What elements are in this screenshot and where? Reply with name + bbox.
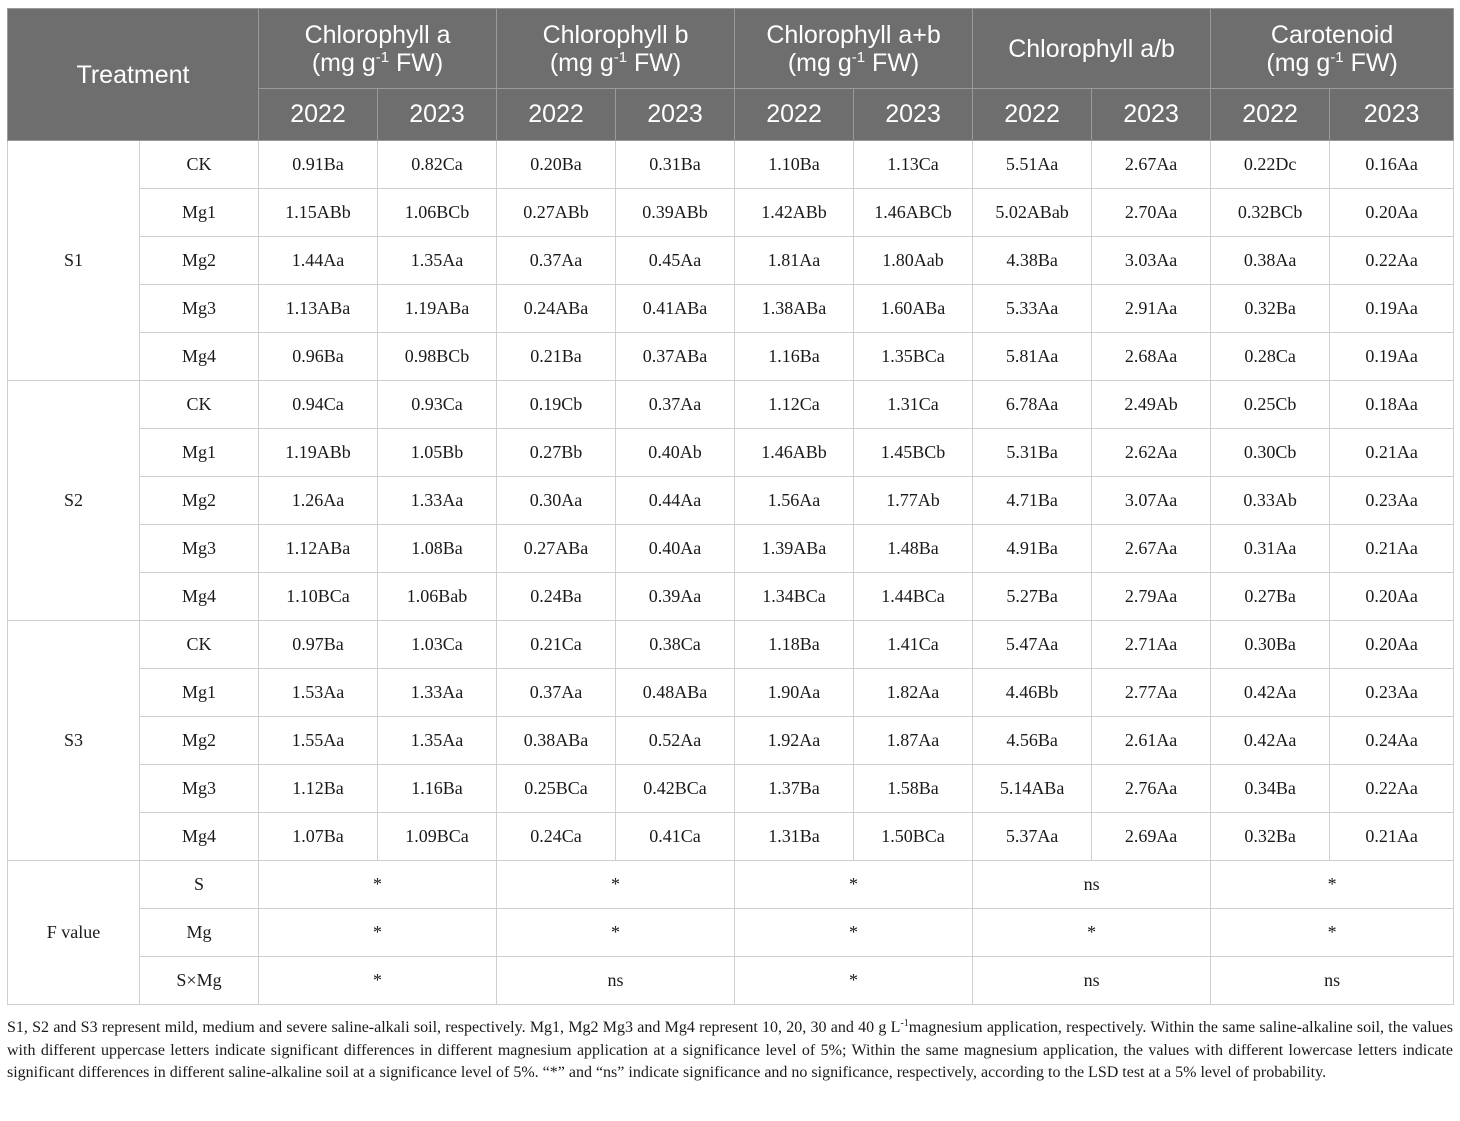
value-cell: 5.37Aa bbox=[973, 813, 1092, 861]
value-cell: 1.45BCb bbox=[854, 429, 973, 477]
significance-cell: * bbox=[497, 909, 735, 957]
value-cell: 0.20Aa bbox=[1330, 573, 1454, 621]
value-cell: 0.21Aa bbox=[1330, 429, 1454, 477]
significance-cell: * bbox=[735, 957, 973, 1005]
group-unit: (mg $g^{-1}$ FW) bbox=[1266, 48, 1398, 77]
value-cell: 1.35Aa bbox=[378, 717, 497, 765]
value-cell: 0.98BCb bbox=[378, 333, 497, 381]
value-cell: 0.30Ba bbox=[1211, 621, 1330, 669]
significance-cell: * bbox=[1211, 909, 1454, 957]
value-cell: 1.06Bab bbox=[378, 573, 497, 621]
value-cell: 0.38Ca bbox=[616, 621, 735, 669]
table-body bbox=[8, 141, 1454, 1005]
factor-label: Mg bbox=[140, 909, 259, 957]
group-header-chlorophyll-a bbox=[259, 9, 497, 89]
value-cell: 0.40Ab bbox=[616, 429, 735, 477]
value-cell: 0.19Aa bbox=[1330, 333, 1454, 381]
group-name: Chlorophyll a+b bbox=[766, 20, 941, 49]
value-cell: 1.34BCa bbox=[735, 573, 854, 621]
treatment-label: Mg1 bbox=[140, 669, 259, 717]
group-name: Chlorophyll a bbox=[304, 20, 451, 49]
value-cell: 1.33Aa bbox=[378, 669, 497, 717]
value-cell: 1.26Aa bbox=[259, 477, 378, 525]
treatment-label: Mg1 bbox=[140, 429, 259, 477]
value-cell: 5.51Aa bbox=[973, 141, 1092, 189]
significance-cell: ns bbox=[1211, 957, 1454, 1005]
table-row bbox=[8, 429, 1454, 477]
table-row bbox=[8, 669, 1454, 717]
value-cell: 0.37Aa bbox=[497, 237, 616, 285]
table-footnote: S1, S2 and S3 represent mild, medium and severe saline-alkali soil, respectively. Mg1, Mg2 Mg3 and Mg4 represent 10, 20, 30 and 40 g $L^{-1}magnesium$ application, respectively. Within the same saline-alkaline soil, the values with different uppercase letters indicate significant differences in different magnesium application at a significance level of 5%; Within the same magnesium application, the values with different lowercase letters indicate significant differences in different saline-alkaline soil at a significance level of 5%. “*” and “ns” indicate significance and no significance, respectively, according to the LSD test at a 5% level of probability. bbox=[7, 1018, 1453, 1081]
value-cell: 1.55Aa bbox=[259, 717, 378, 765]
value-cell: 1.82Aa bbox=[854, 669, 973, 717]
significance-cell: ns bbox=[973, 861, 1211, 909]
value-cell: 5.47Aa bbox=[973, 621, 1092, 669]
significance-cell: * bbox=[497, 861, 735, 909]
group-header-chlorophyll-ab bbox=[735, 9, 973, 89]
value-cell: 0.27ABa bbox=[497, 525, 616, 573]
value-cell: 1.77Ab bbox=[854, 477, 973, 525]
value-cell: 1.37Ba bbox=[735, 765, 854, 813]
value-cell: 0.45Aa bbox=[616, 237, 735, 285]
value-cell: 3.03Aa bbox=[1092, 237, 1211, 285]
value-cell: 0.42Aa bbox=[1211, 669, 1330, 717]
value-cell: 0.27Bb bbox=[497, 429, 616, 477]
value-cell: 1.19ABb bbox=[259, 429, 378, 477]
value-cell: 0.96Ba bbox=[259, 333, 378, 381]
value-cell: 1.46ABCb bbox=[854, 189, 973, 237]
table-row bbox=[8, 141, 1454, 189]
value-cell: 0.33Ab bbox=[1211, 477, 1330, 525]
value-cell: 0.82Ca bbox=[378, 141, 497, 189]
treatment-label: Mg2 bbox=[140, 477, 259, 525]
value-cell: 0.19Aa bbox=[1330, 285, 1454, 333]
value-cell: 2.67Aa bbox=[1092, 525, 1211, 573]
value-cell: 0.27Ba bbox=[1211, 573, 1330, 621]
value-cell: 5.31Ba bbox=[973, 429, 1092, 477]
value-cell: 0.37ABa bbox=[616, 333, 735, 381]
treatment-header: Treatment bbox=[8, 9, 259, 141]
year-header: 2022 bbox=[1211, 89, 1330, 141]
group-header-carotenoid bbox=[1211, 9, 1454, 89]
value-cell: 2.69Aa bbox=[1092, 813, 1211, 861]
treatment-label: Mg3 bbox=[140, 285, 259, 333]
header-row-groups bbox=[8, 9, 1454, 89]
treatment-label: Mg1 bbox=[140, 189, 259, 237]
table-row bbox=[8, 381, 1454, 429]
value-cell: 0.91Ba bbox=[259, 141, 378, 189]
value-cell: 0.37Aa bbox=[497, 669, 616, 717]
significance-cell: * bbox=[259, 957, 497, 1005]
year-header: 2023 bbox=[854, 89, 973, 141]
value-cell: 1.90Aa bbox=[735, 669, 854, 717]
value-cell: 1.48Ba bbox=[854, 525, 973, 573]
year-header: 2023 bbox=[1330, 89, 1454, 141]
value-cell: 2.49Ab bbox=[1092, 381, 1211, 429]
value-cell: 0.20Aa bbox=[1330, 621, 1454, 669]
value-cell: 1.44BCa bbox=[854, 573, 973, 621]
table-header bbox=[8, 9, 1454, 141]
value-cell: 0.44Aa bbox=[616, 477, 735, 525]
group-unit: (mg $g^{-1}$ FW) bbox=[311, 48, 444, 77]
value-cell: 2.79Aa bbox=[1092, 573, 1211, 621]
value-cell: 1.50BCa bbox=[854, 813, 973, 861]
value-cell: 0.20Aa bbox=[1330, 189, 1454, 237]
significance-cell: * bbox=[735, 861, 973, 909]
value-cell: 1.16Ba bbox=[378, 765, 497, 813]
year-header: 2023 bbox=[1092, 89, 1211, 141]
value-cell: 2.76Aa bbox=[1092, 765, 1211, 813]
group-unit: (mg $g^{-1}$ FW) bbox=[787, 48, 920, 77]
value-cell: 0.22Dc bbox=[1211, 141, 1330, 189]
value-cell: 0.39Aa bbox=[616, 573, 735, 621]
value-cell: 0.38Aa bbox=[1211, 237, 1330, 285]
group-name: Carotenoid bbox=[1270, 20, 1394, 49]
value-cell: 1.56Aa bbox=[735, 477, 854, 525]
value-cell: 5.33Aa bbox=[973, 285, 1092, 333]
value-cell: 1.53Aa bbox=[259, 669, 378, 717]
value-cell: 1.13ABa bbox=[259, 285, 378, 333]
value-cell: 1.35Aa bbox=[378, 237, 497, 285]
value-cell: 4.91Ba bbox=[973, 525, 1092, 573]
value-cell: 0.16Aa bbox=[1330, 141, 1454, 189]
value-cell: 1.05Bb bbox=[378, 429, 497, 477]
soil-label: S2 bbox=[8, 381, 140, 621]
value-cell: 1.12ABa bbox=[259, 525, 378, 573]
value-cell: 0.21Ba bbox=[497, 333, 616, 381]
value-cell: 2.62Aa bbox=[1092, 429, 1211, 477]
significance-cell: * bbox=[259, 861, 497, 909]
value-cell: 1.10Ba bbox=[735, 141, 854, 189]
value-cell: 0.24Ca bbox=[497, 813, 616, 861]
value-cell: 6.78Aa bbox=[973, 381, 1092, 429]
group-unit: (mg $g^{-1}$ FW) bbox=[549, 48, 682, 77]
value-cell: 1.06BCb bbox=[378, 189, 497, 237]
value-cell: 1.03Ca bbox=[378, 621, 497, 669]
value-cell: 2.91Aa bbox=[1092, 285, 1211, 333]
value-cell: 0.94Ca bbox=[259, 381, 378, 429]
value-cell: 0.24ABa bbox=[497, 285, 616, 333]
value-cell: 5.14ABa bbox=[973, 765, 1092, 813]
value-cell: 0.25Cb bbox=[1211, 381, 1330, 429]
year-header: 2023 bbox=[378, 89, 497, 141]
f-value-row bbox=[8, 861, 1454, 909]
value-cell: 2.67Aa bbox=[1092, 141, 1211, 189]
value-cell: 1.46ABb bbox=[735, 429, 854, 477]
value-cell: 1.60ABa bbox=[854, 285, 973, 333]
value-cell: 0.41ABa bbox=[616, 285, 735, 333]
f-value-row bbox=[8, 957, 1454, 1005]
value-cell: 0.38ABa bbox=[497, 717, 616, 765]
year-header: 2022 bbox=[497, 89, 616, 141]
value-cell: 0.23Aa bbox=[1330, 669, 1454, 717]
year-header: 2023 bbox=[616, 89, 735, 141]
value-cell: 1.87Aa bbox=[854, 717, 973, 765]
value-cell: 0.23Aa bbox=[1330, 477, 1454, 525]
value-cell: 1.19ABa bbox=[378, 285, 497, 333]
group-header-chlorophyll-b bbox=[497, 9, 735, 89]
value-cell: 1.38ABa bbox=[735, 285, 854, 333]
group-name: Chlorophyll b bbox=[542, 20, 689, 49]
value-cell: 1.15ABb bbox=[259, 189, 378, 237]
group-header-chlorophyll-ratio bbox=[973, 9, 1211, 89]
value-cell: 1.44Aa bbox=[259, 237, 378, 285]
value-cell: 4.38Ba bbox=[973, 237, 1092, 285]
treatment-label: CK bbox=[140, 141, 259, 189]
factor-label: S bbox=[140, 861, 259, 909]
treatment-label: Mg4 bbox=[140, 333, 259, 381]
value-cell: 4.46Bb bbox=[973, 669, 1092, 717]
year-header: 2022 bbox=[973, 89, 1092, 141]
value-cell: 0.25BCa bbox=[497, 765, 616, 813]
treatment-label: Mg3 bbox=[140, 525, 259, 573]
value-cell: 0.21Aa bbox=[1330, 525, 1454, 573]
value-cell: 1.35BCa bbox=[854, 333, 973, 381]
value-cell: 4.71Ba bbox=[973, 477, 1092, 525]
significance-cell: * bbox=[259, 909, 497, 957]
treatment-label: Mg2 bbox=[140, 717, 259, 765]
treatment-label: Mg3 bbox=[140, 765, 259, 813]
value-cell: 1.81Aa bbox=[735, 237, 854, 285]
value-cell: 1.07Ba bbox=[259, 813, 378, 861]
factor-label: S×Mg bbox=[140, 957, 259, 1005]
table-row bbox=[8, 813, 1454, 861]
value-cell: 5.02ABab bbox=[973, 189, 1092, 237]
value-cell: 2.68Aa bbox=[1092, 333, 1211, 381]
table-row bbox=[8, 525, 1454, 573]
value-cell: 0.31Aa bbox=[1211, 525, 1330, 573]
table-row bbox=[8, 477, 1454, 525]
value-cell: 1.39ABa bbox=[735, 525, 854, 573]
value-cell: 0.32Ba bbox=[1211, 285, 1330, 333]
value-cell: 0.21Ca bbox=[497, 621, 616, 669]
significance-cell: * bbox=[973, 909, 1211, 957]
soil-label: S1 bbox=[8, 141, 140, 381]
value-cell: 1.16Ba bbox=[735, 333, 854, 381]
value-cell: 0.20Ba bbox=[497, 141, 616, 189]
value-cell: 0.97Ba bbox=[259, 621, 378, 669]
value-cell: 0.48ABa bbox=[616, 669, 735, 717]
value-cell: 1.18Ba bbox=[735, 621, 854, 669]
value-cell: 1.41Ca bbox=[854, 621, 973, 669]
treatment-label: Mg4 bbox=[140, 573, 259, 621]
value-cell: 0.24Aa bbox=[1330, 717, 1454, 765]
value-cell: 2.71Aa bbox=[1092, 621, 1211, 669]
value-cell: 1.58Ba bbox=[854, 765, 973, 813]
value-cell: 1.10BCa bbox=[259, 573, 378, 621]
value-cell: 1.31Ba bbox=[735, 813, 854, 861]
value-cell: 0.24Ba bbox=[497, 573, 616, 621]
value-cell: 0.22Aa bbox=[1330, 765, 1454, 813]
value-cell: 2.61Aa bbox=[1092, 717, 1211, 765]
value-cell: 4.56Ba bbox=[973, 717, 1092, 765]
soil-label: S3 bbox=[8, 621, 140, 861]
value-cell: 2.70Aa bbox=[1092, 189, 1211, 237]
value-cell: 5.27Ba bbox=[973, 573, 1092, 621]
value-cell: 1.31Ca bbox=[854, 381, 973, 429]
value-cell: 1.33Aa bbox=[378, 477, 497, 525]
value-cell: 0.30Cb bbox=[1211, 429, 1330, 477]
value-cell: 1.13Ca bbox=[854, 141, 973, 189]
table-row bbox=[8, 765, 1454, 813]
value-cell: 0.32BCb bbox=[1211, 189, 1330, 237]
value-cell: 0.19Cb bbox=[497, 381, 616, 429]
value-cell: 0.39ABb bbox=[616, 189, 735, 237]
table-row bbox=[8, 573, 1454, 621]
value-cell: 1.80Aab bbox=[854, 237, 973, 285]
value-cell: 0.40Aa bbox=[616, 525, 735, 573]
value-cell: 0.22Aa bbox=[1330, 237, 1454, 285]
year-header: 2022 bbox=[735, 89, 854, 141]
value-cell: 0.18Aa bbox=[1330, 381, 1454, 429]
value-cell: 0.30Aa bbox=[497, 477, 616, 525]
value-cell: 1.92Aa bbox=[735, 717, 854, 765]
value-cell: 0.31Ba bbox=[616, 141, 735, 189]
value-cell: 0.21Aa bbox=[1330, 813, 1454, 861]
significance-cell: * bbox=[735, 909, 973, 957]
value-cell: 0.42Aa bbox=[1211, 717, 1330, 765]
year-header: 2022 bbox=[259, 89, 378, 141]
value-cell: 1.08Ba bbox=[378, 525, 497, 573]
f-value-label: F value bbox=[8, 861, 140, 1005]
table-row bbox=[8, 189, 1454, 237]
value-cell: 5.81Aa bbox=[973, 333, 1092, 381]
table-row bbox=[8, 285, 1454, 333]
value-cell: 2.77Aa bbox=[1092, 669, 1211, 717]
treatment-label: Mg4 bbox=[140, 813, 259, 861]
value-cell: 1.42ABb bbox=[735, 189, 854, 237]
value-cell: 0.27ABb bbox=[497, 189, 616, 237]
value-cell: 1.12Ca bbox=[735, 381, 854, 429]
value-cell: 1.09BCa bbox=[378, 813, 497, 861]
significance-cell: * bbox=[1211, 861, 1454, 909]
table-row bbox=[8, 717, 1454, 765]
table-row bbox=[8, 621, 1454, 669]
significance-cell: ns bbox=[497, 957, 735, 1005]
treatment-label: Mg2 bbox=[140, 237, 259, 285]
group-name: Chlorophyll a/b bbox=[1008, 34, 1175, 63]
value-cell: 0.41Ca bbox=[616, 813, 735, 861]
chlorophyll-table bbox=[7, 8, 1454, 1005]
data-table-container bbox=[7, 8, 1453, 1005]
value-cell: 0.42BCa bbox=[616, 765, 735, 813]
table-row bbox=[8, 333, 1454, 381]
value-cell: 0.28Ca bbox=[1211, 333, 1330, 381]
f-value-row bbox=[8, 909, 1454, 957]
value-cell: 3.07Aa bbox=[1092, 477, 1211, 525]
significance-cell: ns bbox=[973, 957, 1211, 1005]
treatment-label: CK bbox=[140, 621, 259, 669]
value-cell: 0.93Ca bbox=[378, 381, 497, 429]
table-row bbox=[8, 237, 1454, 285]
value-cell: 0.52Aa bbox=[616, 717, 735, 765]
treatment-label: CK bbox=[140, 381, 259, 429]
value-cell: 1.12Ba bbox=[259, 765, 378, 813]
value-cell: 0.37Aa bbox=[616, 381, 735, 429]
value-cell: 0.32Ba bbox=[1211, 813, 1330, 861]
value-cell: 0.34Ba bbox=[1211, 765, 1330, 813]
